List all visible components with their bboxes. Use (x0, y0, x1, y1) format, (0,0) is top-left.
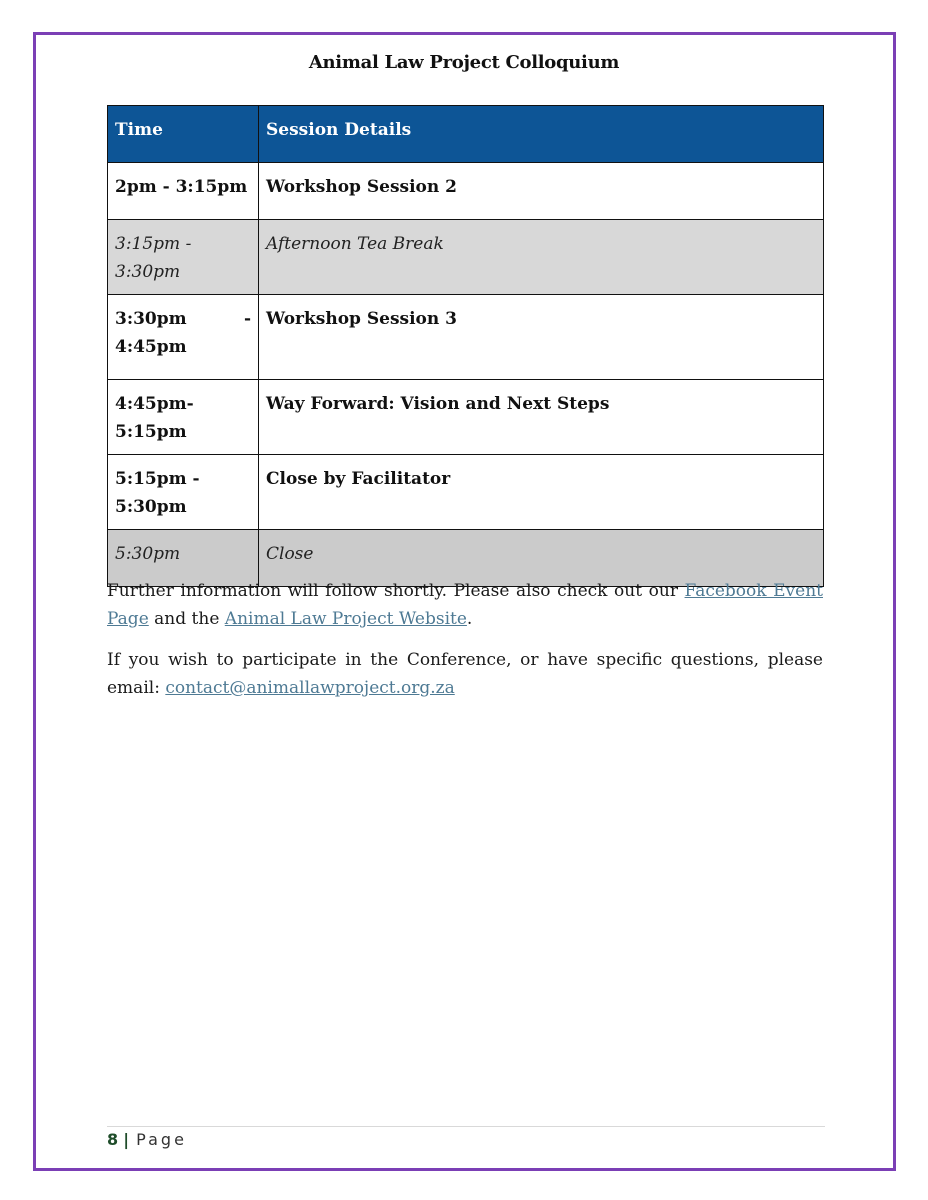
details-cell: Workshop Session 2 (259, 163, 824, 220)
contact-paragraph (107, 646, 823, 702)
details-cell: Way Forward: Vision and Next Steps (259, 380, 824, 455)
facebook-event-link[interactable]: Facebook Event Page (107, 581, 823, 629)
page-number: 8 (107, 1130, 119, 1149)
time-cell: 5:30pm (108, 530, 259, 587)
table-header-row (108, 106, 824, 163)
info-text: and the (148, 609, 225, 629)
info-paragraph (107, 577, 823, 633)
time-cell (108, 295, 259, 380)
info-text: Further information will follow shortly. Please also check out our (107, 581, 685, 601)
page-label: Page (136, 1130, 187, 1149)
details-cell: Workshop Session 3 (259, 295, 824, 380)
table-row (108, 163, 824, 220)
table-row (108, 455, 824, 530)
email-link[interactable]: contact@animallawproject.org.za (165, 678, 455, 698)
time-cell: 5:15pm - 5:30pm (108, 455, 259, 530)
schedule-table (107, 105, 824, 587)
website-link[interactable]: Animal Law Project Website (224, 609, 467, 629)
time-cell: 4:45pm- 5:15pm (108, 380, 259, 455)
document-title: Animal Law Project Colloquium (308, 52, 620, 73)
time-separator: - (243, 309, 251, 329)
contact-text: If you wish to participate in the Conference, or have specific questions, please email: (107, 650, 823, 698)
page-footer (107, 1130, 187, 1149)
table-row (108, 220, 824, 295)
footer-divider (107, 1126, 825, 1127)
time-cell: 2pm - 3:15pm (108, 163, 259, 220)
details-cell: Close by Facilitator (259, 455, 824, 530)
details-column-header: Session Details (259, 106, 824, 163)
table-row (108, 295, 824, 380)
time-cell: 3:15pm - 3:30pm (108, 220, 259, 295)
time-end: 4:45pm (115, 337, 187, 357)
details-cell: Close (259, 530, 824, 587)
info-text: . (466, 609, 473, 629)
time-start: 3:30pm (115, 309, 187, 329)
table-row (108, 380, 824, 455)
footer-separator: | (123, 1130, 130, 1149)
time-column-header: Time (108, 106, 259, 163)
details-cell: Afternoon Tea Break (259, 220, 824, 295)
